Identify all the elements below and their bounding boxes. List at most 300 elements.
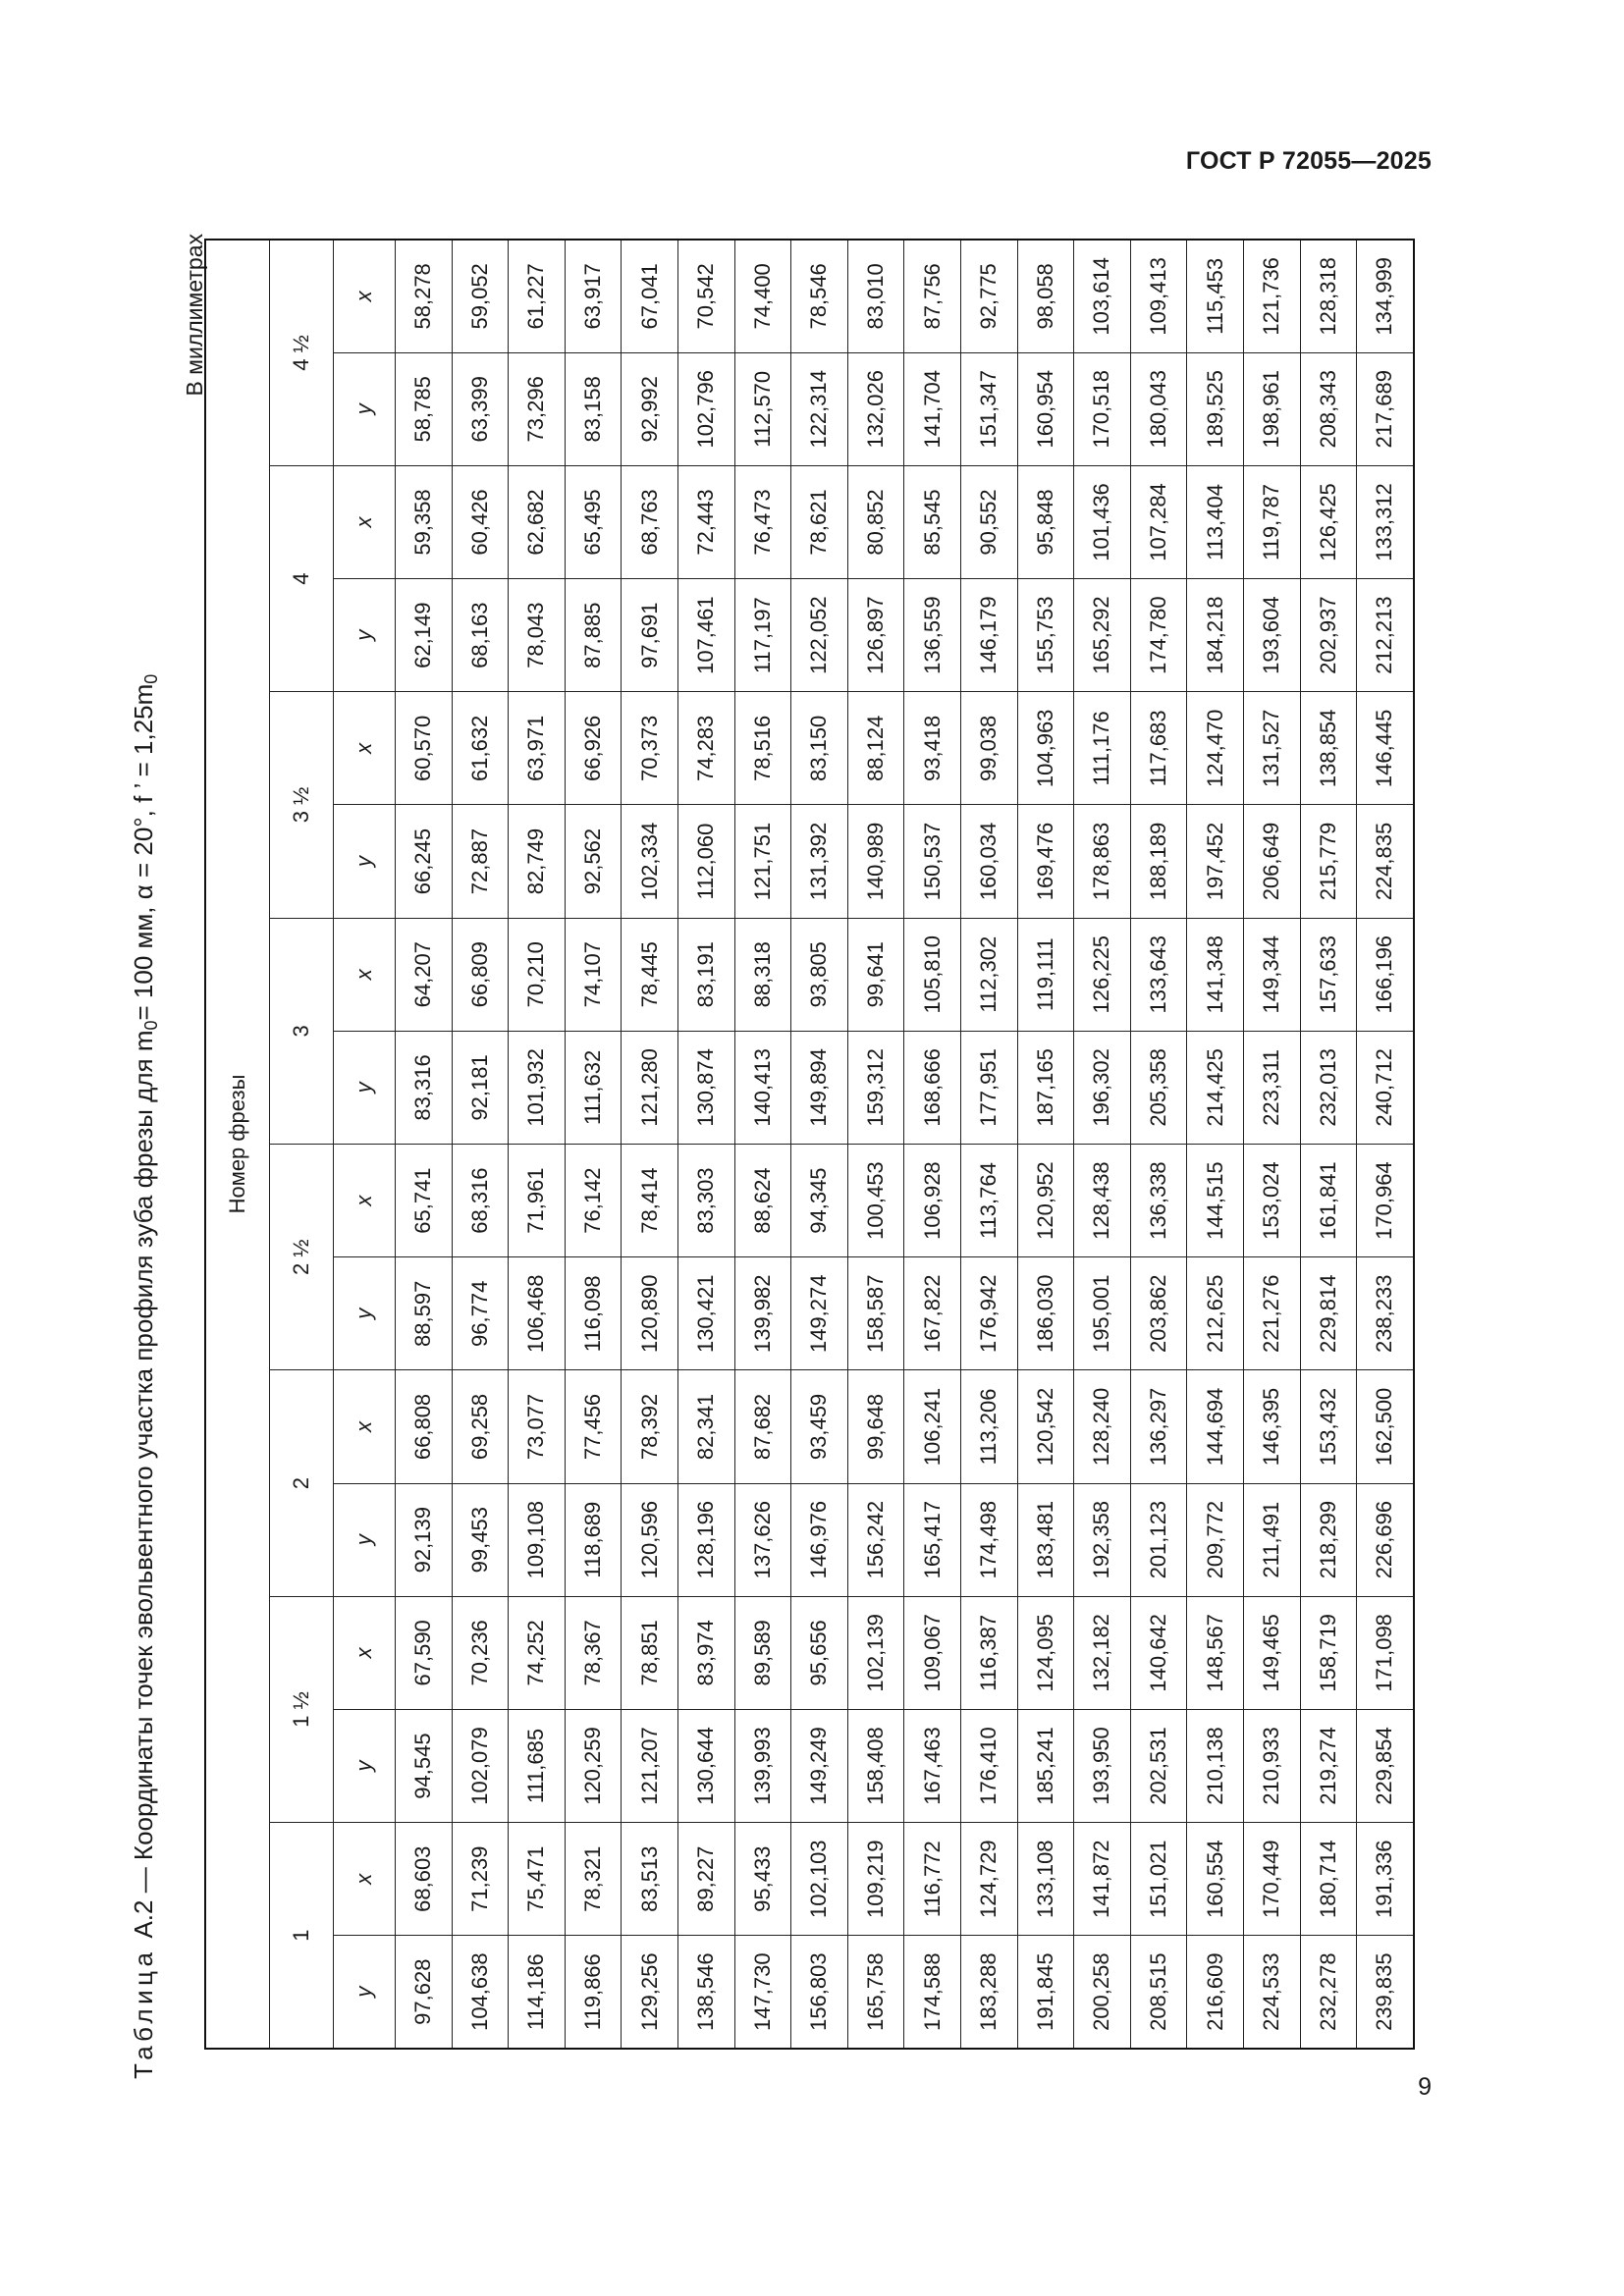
table-cell: 72,887	[452, 805, 509, 918]
table-cell: 128,318	[1300, 240, 1357, 352]
table-cell: 83,513	[622, 1823, 678, 1936]
table-cell: 193,950	[1074, 1709, 1131, 1822]
table-cell: 99,648	[847, 1370, 904, 1483]
table-cell: 214,425	[1187, 1031, 1244, 1144]
table-cell: 176,942	[960, 1257, 1017, 1370]
table-cell: 176,410	[960, 1709, 1017, 1822]
table-cell: 160,554	[1187, 1823, 1244, 1936]
table-cell: 202,937	[1300, 579, 1357, 692]
table-cell: 109,413	[1130, 240, 1187, 352]
table-cell: 78,621	[791, 465, 848, 578]
table-cell: 99,641	[847, 918, 904, 1031]
table-cell: 77,456	[565, 1370, 622, 1483]
table-cell: 130,874	[677, 1031, 734, 1144]
table-cell: 66,809	[452, 918, 509, 1031]
table-cell: 78,392	[622, 1370, 678, 1483]
table-cell: 106,241	[904, 1370, 961, 1483]
table-body	[396, 240, 1414, 2049]
table-cell: 119,866	[565, 1936, 622, 2049]
table-cell: 170,449	[1243, 1823, 1300, 1936]
table-cell: 160,954	[1017, 352, 1074, 465]
cutter-number-header: 2	[270, 1370, 334, 1596]
coordinates-table	[204, 239, 1415, 2050]
table-cell: 65,495	[565, 465, 622, 578]
table-cell: 87,756	[904, 240, 961, 352]
table-cell: 100,453	[847, 1145, 904, 1257]
caption-text-a: А.2 — Координаты точек эвольвентного участка профиля зуба фрезы для m	[128, 1030, 158, 1939]
table-cell: 74,252	[509, 1596, 566, 1709]
table-row	[396, 240, 453, 2049]
table-caption	[114, 234, 173, 2079]
table-cell: 134,999	[1357, 240, 1414, 352]
table-cell: 78,043	[509, 579, 566, 692]
table-cell: 238,233	[1357, 1257, 1414, 1370]
table-cell: 206,649	[1243, 805, 1300, 918]
table-cell: 113,404	[1187, 465, 1244, 578]
x-label: x	[334, 1596, 396, 1709]
table-cell: 128,240	[1074, 1370, 1131, 1483]
table-cell: 61,632	[452, 692, 509, 805]
table-cell: 95,433	[734, 1823, 791, 1936]
x-label: x	[334, 240, 396, 352]
table-cell: 240,712	[1357, 1031, 1414, 1144]
table-cell: 121,736	[1243, 240, 1300, 352]
table-cell: 102,334	[622, 805, 678, 918]
table-cell: 174,498	[960, 1483, 1017, 1596]
table-cell: 158,587	[847, 1257, 904, 1370]
table-cell: 59,358	[396, 465, 453, 578]
table-cell: 68,603	[396, 1823, 453, 1936]
table-cell: 104,963	[1017, 692, 1074, 805]
table-cell: 95,656	[791, 1596, 848, 1709]
table-row	[622, 240, 678, 2049]
table-cell: 141,704	[904, 352, 961, 465]
table-cell: 169,476	[1017, 805, 1074, 918]
table-cell: 102,103	[791, 1823, 848, 1936]
table-cell: 76,142	[565, 1145, 622, 1257]
table-cell: 113,764	[960, 1145, 1017, 1257]
document-designation: ГОСТ Р 72055—2025	[1185, 147, 1432, 175]
table-cell: 218,299	[1300, 1483, 1357, 1596]
caption-text-b: = 100 мм, α = 20°, f ’ = 1,25m	[128, 683, 158, 1021]
table-cell: 167,463	[904, 1709, 961, 1822]
table-row	[904, 240, 961, 2049]
table-cell: 71,239	[452, 1823, 509, 1936]
x-label: x	[334, 692, 396, 805]
table-cell: 221,276	[1243, 1257, 1300, 1370]
table-cell: 224,533	[1243, 1936, 1300, 2049]
cutter-number-header: 3 ½	[270, 692, 334, 918]
table-cell: 101,436	[1074, 465, 1131, 578]
table-cell: 153,432	[1300, 1370, 1357, 1483]
table-cell: 64,207	[396, 918, 453, 1031]
group-header-cutter-number: Номер фрезы	[205, 240, 270, 2049]
y-label: y	[334, 1483, 396, 1596]
table-cell: 159,312	[847, 1031, 904, 1144]
table-cell: 149,274	[791, 1257, 848, 1370]
table-cell: 133,108	[1017, 1823, 1074, 1936]
table-cell: 63,399	[452, 352, 509, 465]
table-cell: 106,928	[904, 1145, 961, 1257]
table-row	[452, 240, 509, 2049]
table-cell: 232,278	[1300, 1936, 1357, 2049]
table-cell: 62,682	[509, 465, 566, 578]
x-label: x	[334, 1823, 396, 1936]
x-label: x	[334, 1145, 396, 1257]
table-cell: 138,854	[1300, 692, 1357, 805]
caption-subscript-1: 0	[140, 673, 161, 684]
table-cell: 158,719	[1300, 1596, 1357, 1709]
table-cell: 140,989	[847, 805, 904, 918]
table-cell: 121,751	[734, 805, 791, 918]
table-cell: 174,588	[904, 1936, 961, 2049]
table-cell: 71,961	[509, 1145, 566, 1257]
table-cell: 119,111	[1017, 918, 1074, 1031]
table-cell: 128,196	[677, 1483, 734, 1596]
table-cell: 122,314	[791, 352, 848, 465]
y-label: y	[334, 1709, 396, 1822]
table-cell: 183,288	[960, 1936, 1017, 2049]
table-cell: 146,179	[960, 579, 1017, 692]
table-cell: 139,982	[734, 1257, 791, 1370]
table-cell: 68,163	[452, 579, 509, 692]
table-cell: 92,562	[565, 805, 622, 918]
table-cell: 224,835	[1357, 805, 1414, 918]
table-row	[960, 240, 1017, 2049]
table-cell: 106,468	[509, 1257, 566, 1370]
y-label: y	[334, 352, 396, 465]
table-cell: 160,034	[960, 805, 1017, 918]
table-cell: 191,845	[1017, 1936, 1074, 2049]
table-cell: 219,274	[1300, 1709, 1357, 1822]
table-cell: 70,210	[509, 918, 566, 1031]
table-cell: 174,780	[1130, 579, 1187, 692]
table-cell: 113,206	[960, 1370, 1017, 1483]
x-label: x	[334, 918, 396, 1031]
table-cell: 184,218	[1187, 579, 1244, 692]
table-cell: 126,225	[1074, 918, 1131, 1031]
table-row	[1300, 240, 1357, 2049]
table-cell: 69,258	[452, 1370, 509, 1483]
table-cell: 205,358	[1130, 1031, 1187, 1144]
table-cell: 170,518	[1074, 352, 1131, 465]
table-cell: 149,249	[791, 1709, 848, 1822]
table-cell: 170,964	[1357, 1145, 1414, 1257]
table-cell: 120,952	[1017, 1145, 1074, 1257]
table-cell: 78,546	[791, 240, 848, 352]
table-cell: 122,052	[791, 579, 848, 692]
cutter-number-header: 1 ½	[270, 1596, 334, 1822]
cutter-number-header: 4 ½	[270, 240, 334, 465]
table-cell: 232,013	[1300, 1031, 1357, 1144]
table-cell: 212,625	[1187, 1257, 1244, 1370]
table-cell: 99,453	[452, 1483, 509, 1596]
table-cell: 162,500	[1357, 1370, 1414, 1483]
table-cell: 68,763	[622, 465, 678, 578]
table-cell: 83,316	[396, 1031, 453, 1144]
table-cell: 66,808	[396, 1370, 453, 1483]
table-cell: 132,026	[847, 352, 904, 465]
table-cell: 126,897	[847, 579, 904, 692]
table-cell: 93,418	[904, 692, 961, 805]
table-cell: 151,021	[1130, 1823, 1187, 1936]
table-cell: 131,527	[1243, 692, 1300, 805]
table-cell: 94,545	[396, 1709, 453, 1822]
table-cell: 156,242	[847, 1483, 904, 1596]
table-cell: 111,632	[565, 1031, 622, 1144]
table-cell: 191,336	[1357, 1823, 1414, 1936]
table-cell: 167,822	[904, 1257, 961, 1370]
table-cell: 151,347	[960, 352, 1017, 465]
table-cell: 104,638	[452, 1936, 509, 2049]
table-cell: 92,139	[396, 1483, 453, 1596]
table-cell: 112,570	[734, 352, 791, 465]
table-cell: 239,835	[1357, 1936, 1414, 2049]
caption-subscript-0: 0	[140, 1020, 161, 1031]
table-cell: 76,473	[734, 465, 791, 578]
table-cell: 166,196	[1357, 918, 1414, 1031]
table-cell: 97,628	[396, 1936, 453, 2049]
table-cell: 180,714	[1300, 1823, 1357, 1936]
table-cell: 67,041	[622, 240, 678, 352]
table-cell: 192,358	[1074, 1483, 1131, 1596]
table-cell: 67,590	[396, 1596, 453, 1709]
table-row	[1074, 240, 1131, 2049]
table-cell: 105,810	[904, 918, 961, 1031]
table-cell: 133,312	[1357, 465, 1414, 578]
table-cell: 88,624	[734, 1145, 791, 1257]
table-cell: 99,038	[960, 692, 1017, 805]
table-cell: 85,545	[904, 465, 961, 578]
table-cell: 140,413	[734, 1031, 791, 1144]
table-cell: 129,256	[622, 1936, 678, 2049]
table-cell: 200,258	[1074, 1936, 1131, 2049]
table-cell: 102,079	[452, 1709, 509, 1822]
table-row	[734, 240, 791, 2049]
cutter-number-row	[270, 240, 334, 2049]
table-cell: 78,445	[622, 918, 678, 1031]
table-cell: 211,491	[1243, 1483, 1300, 1596]
table-cell: 126,425	[1300, 465, 1357, 578]
table-cell: 124,095	[1017, 1596, 1074, 1709]
table-cell: 102,139	[847, 1596, 904, 1709]
table-cell: 193,604	[1243, 579, 1300, 692]
table-cell: 78,851	[622, 1596, 678, 1709]
table-cell: 70,542	[677, 240, 734, 352]
table-cell: 120,259	[565, 1709, 622, 1822]
table-cell: 97,691	[622, 579, 678, 692]
table-cell: 216,609	[1187, 1936, 1244, 2049]
table-cell: 203,862	[1130, 1257, 1187, 1370]
table-cell: 98,058	[1017, 240, 1074, 352]
table-row	[1130, 240, 1187, 2049]
table-row	[509, 240, 566, 2049]
table-cell: 149,465	[1243, 1596, 1300, 1709]
table-cell: 101,932	[509, 1031, 566, 1144]
table-cell: 215,779	[1300, 805, 1357, 918]
table-cell: 61,227	[509, 240, 566, 352]
table-cell: 137,626	[734, 1483, 791, 1596]
table-cell: 144,694	[1187, 1370, 1244, 1483]
table-cell: 136,559	[904, 579, 961, 692]
cutter-number-header: 4	[270, 465, 334, 691]
table-cell: 70,236	[452, 1596, 509, 1709]
table-cell: 195,001	[1074, 1257, 1131, 1370]
table-cell: 102,796	[677, 352, 734, 465]
cutter-number-header: 1	[270, 1823, 334, 2049]
table-cell: 148,567	[1187, 1596, 1244, 1709]
table-cell: 128,438	[1074, 1145, 1131, 1257]
table-cell: 178,863	[1074, 805, 1131, 918]
table-cell: 187,165	[1017, 1031, 1074, 1144]
table-cell: 177,951	[960, 1031, 1017, 1144]
table-cell: 229,854	[1357, 1709, 1414, 1822]
table-cell: 83,158	[565, 352, 622, 465]
table-cell: 107,284	[1130, 465, 1187, 578]
table-cell: 63,971	[509, 692, 566, 805]
table-cell: 121,207	[622, 1709, 678, 1822]
table-cell: 147,730	[734, 1936, 791, 2049]
table-cell: 74,107	[565, 918, 622, 1031]
table-cell: 75,471	[509, 1823, 566, 1936]
table-cell: 188,189	[1130, 805, 1187, 918]
table-cell: 83,303	[677, 1145, 734, 1257]
table-cell: 60,426	[452, 465, 509, 578]
table-cell: 180,043	[1130, 352, 1187, 465]
table-cell: 161,841	[1300, 1145, 1357, 1257]
table-cell: 156,803	[791, 1936, 848, 2049]
table-cell: 208,343	[1300, 352, 1357, 465]
table-cell: 120,890	[622, 1257, 678, 1370]
table-cell: 114,186	[509, 1936, 566, 2049]
table-cell: 201,123	[1130, 1483, 1187, 1596]
table-cell: 229,814	[1300, 1257, 1357, 1370]
table-cell: 149,344	[1243, 918, 1300, 1031]
table-cell: 66,926	[565, 692, 622, 805]
table-cell: 78,414	[622, 1145, 678, 1257]
table-cell: 90,552	[960, 465, 1017, 578]
table-cell: 136,297	[1130, 1370, 1187, 1483]
table-cell: 87,682	[734, 1370, 791, 1483]
units-note-text: В миллиметрах	[182, 234, 207, 397]
table-cell: 186,030	[1017, 1257, 1074, 1370]
table-cell: 95,848	[1017, 465, 1074, 578]
table-cell: 168,666	[904, 1031, 961, 1144]
cutter-number-header: 3	[270, 918, 334, 1144]
table-cell: 78,516	[734, 692, 791, 805]
table-row	[1187, 240, 1244, 2049]
table-cell: 116,772	[904, 1823, 961, 1936]
table-row	[791, 240, 848, 2049]
table-cell: 119,787	[1243, 465, 1300, 578]
table-cell: 158,408	[847, 1709, 904, 1822]
table-cell: 83,150	[791, 692, 848, 805]
table-cell: 140,642	[1130, 1596, 1187, 1709]
table-cell: 133,643	[1130, 918, 1187, 1031]
x-label: x	[334, 1370, 396, 1483]
table-cell: 112,302	[960, 918, 1017, 1031]
table-cell: 141,348	[1187, 918, 1244, 1031]
table-cell: 116,387	[960, 1596, 1017, 1709]
y-label: y	[334, 1257, 396, 1370]
table-cell: 124,470	[1187, 692, 1244, 805]
table-cell: 89,227	[677, 1823, 734, 1936]
table-cell: 149,894	[791, 1031, 848, 1144]
table-cell: 117,683	[1130, 692, 1187, 805]
table-cell: 111,685	[509, 1709, 566, 1822]
table-cell: 198,961	[1243, 352, 1300, 465]
table-cell: 226,696	[1357, 1483, 1414, 1596]
table-cell: 58,785	[396, 352, 453, 465]
table-cell: 103,614	[1074, 240, 1131, 352]
table-cell: 109,108	[509, 1483, 566, 1596]
table-cell: 157,633	[1300, 918, 1357, 1031]
table-cell: 93,459	[791, 1370, 848, 1483]
table-cell: 73,077	[509, 1370, 566, 1483]
table-cell: 136,338	[1130, 1145, 1187, 1257]
table-cell: 82,749	[509, 805, 566, 918]
table-cell: 197,452	[1187, 805, 1244, 918]
table-cell: 109,067	[904, 1596, 961, 1709]
table-cell: 130,421	[677, 1257, 734, 1370]
table-cell: 111,176	[1074, 692, 1131, 805]
table-row	[847, 240, 904, 2049]
table-cell: 130,644	[677, 1709, 734, 1822]
table-cell: 58,278	[396, 240, 453, 352]
table-cell: 209,772	[1187, 1483, 1244, 1596]
table-cell: 120,596	[622, 1483, 678, 1596]
table-cell: 202,531	[1130, 1709, 1187, 1822]
table-cell: 92,992	[622, 352, 678, 465]
table-cell: 210,138	[1187, 1709, 1244, 1822]
table-cell: 83,010	[847, 240, 904, 352]
table-cell: 60,570	[396, 692, 453, 805]
table-cell: 83,191	[677, 918, 734, 1031]
table-cell: 63,917	[565, 240, 622, 352]
table-cell: 112,060	[677, 805, 734, 918]
table-cell: 66,245	[396, 805, 453, 918]
table-row	[565, 240, 622, 2049]
table-cell: 124,729	[960, 1823, 1017, 1936]
table-cell: 59,052	[452, 240, 509, 352]
y-label: y	[334, 805, 396, 918]
table-cell: 68,316	[452, 1145, 509, 1257]
table-cell: 109,219	[847, 1823, 904, 1936]
rotated-table-block	[106, 234, 1427, 2079]
table-cell: 150,537	[904, 805, 961, 918]
table-cell: 88,597	[396, 1257, 453, 1370]
cutter-number-header: 2 ½	[270, 1145, 334, 1370]
table-cell: 132,182	[1074, 1596, 1131, 1709]
table-cell: 89,589	[734, 1596, 791, 1709]
table-cell: 92,775	[960, 240, 1017, 352]
table-row	[1017, 240, 1074, 2049]
table-cell: 117,197	[734, 579, 791, 692]
caption-label: Таблица	[128, 1948, 158, 2079]
table-cell: 73,296	[509, 352, 566, 465]
table-cell: 208,515	[1130, 1936, 1187, 2049]
table-row	[1357, 240, 1414, 2049]
table-cell: 189,525	[1187, 352, 1244, 465]
table-cell: 116,098	[565, 1257, 622, 1370]
table-cell: 96,774	[452, 1257, 509, 1370]
table-cell: 165,417	[904, 1483, 961, 1596]
table-cell: 146,976	[791, 1483, 848, 1596]
table-cell: 74,400	[734, 240, 791, 352]
table-cell: 78,367	[565, 1596, 622, 1709]
table-cell: 183,481	[1017, 1483, 1074, 1596]
table-cell: 171,098	[1357, 1596, 1414, 1709]
